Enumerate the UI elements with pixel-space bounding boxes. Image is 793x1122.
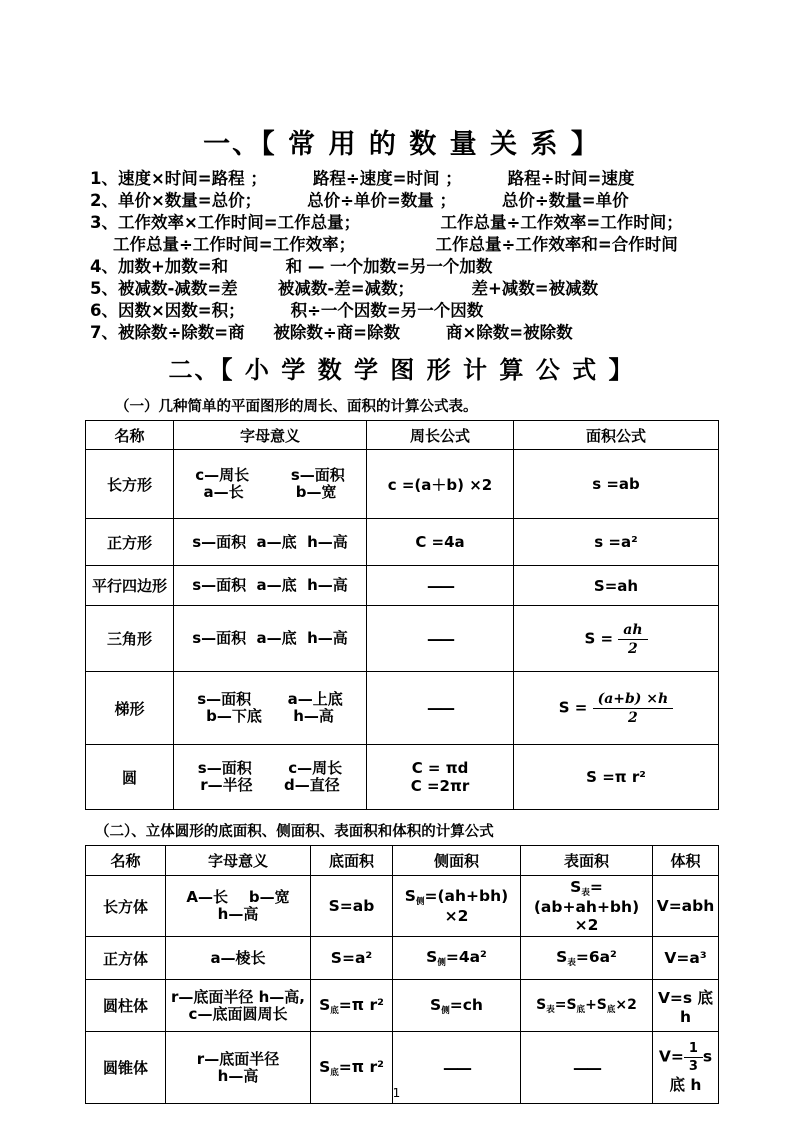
cell-area-formula — [514, 606, 719, 672]
table1-row-trapezoid — [86, 672, 719, 745]
formula-subscript: 侧 — [437, 958, 446, 968]
page-number: 1 — [392, 1086, 401, 1100]
table1-header-meaning: 字母意义 — [174, 421, 367, 450]
meaning-line: s—面积 a—底 h—高 — [192, 532, 348, 551]
meaning-line: c—底面圆周长 — [188, 1004, 288, 1023]
table2-header-surface-area: 表面积 — [521, 846, 653, 876]
meaning-line: a—棱长 — [210, 948, 266, 967]
formula-subscript: 表 — [567, 958, 576, 968]
meaning-line: h—高 — [217, 1066, 259, 1085]
section1-title: 一、【 常 用 的 数 量 关 系 】 — [203, 129, 600, 160]
table2-header-base-area: 底面积 — [311, 846, 393, 876]
plane-figures-table — [85, 420, 719, 810]
table2-header-lateral-area: 侧面积 — [393, 846, 521, 876]
formula-symbol: S — [556, 948, 568, 966]
table1-row-square — [86, 519, 719, 566]
meaning-line: r—底面半径 h—高, — [171, 987, 305, 1006]
cell-perimeter-formula: C =4a — [367, 519, 514, 566]
cell-name: 梯形 — [86, 672, 174, 745]
surface-formula-line1 — [524, 878, 649, 916]
cell-base-area — [311, 980, 393, 1032]
table2-header-volume: 体积 — [653, 846, 719, 876]
formula-symbol: S — [319, 995, 331, 1014]
formula-line-2: 2、单价×数量=总价； 总价÷单价=数量 ； 总价÷数量=单价 — [90, 191, 629, 210]
meaning-line: s—面积 a—底 h—高 — [192, 576, 348, 594]
fraction-numerator: 1 — [684, 1041, 703, 1058]
cell-name: 平行四边形 — [86, 566, 174, 606]
cell-name: 圆 — [86, 745, 174, 810]
formula-subscript: 侧 — [441, 1005, 450, 1016]
formula-rest: =ch — [449, 995, 483, 1014]
cell-area-formula: S=ah — [514, 566, 719, 606]
cell-area-formula: s =a² — [514, 519, 719, 566]
formula-subscript: 表 — [546, 1004, 555, 1015]
formula-symbol: S — [426, 948, 438, 966]
formula-symbol: S — [570, 878, 582, 896]
meaning-line: s—面积 a—上底 — [197, 690, 343, 708]
formula-subscript: 底 — [606, 1004, 616, 1015]
cell-meaning — [166, 876, 311, 937]
area-formula-prefix: S = — [584, 629, 614, 647]
cell-meaning — [174, 672, 367, 745]
table1-header-perimeter: 周长公式 — [367, 421, 514, 450]
formula-line-5: 5、被减数-减数=差 被减数-差=减数； 差+减数=被减数 — [90, 279, 599, 298]
table1-caption: （一）几种简单的平面图形的周长、面积的计算公式表。 — [115, 399, 478, 415]
perimeter-formula-line: C = πd — [411, 759, 469, 777]
cell-surface-area — [521, 980, 653, 1032]
area-formula-fraction — [593, 691, 674, 725]
table2-header-name: 名称 — [86, 846, 166, 876]
table2-header-row — [86, 846, 719, 876]
table1-header-name: 名称 — [86, 421, 174, 450]
meaning-line: r—半径 d—直径 — [200, 776, 340, 794]
cell-name: 长方形 — [86, 450, 174, 519]
cell-meaning — [166, 980, 311, 1032]
cell-surface-area: —— — [521, 1032, 653, 1104]
cell-surface-area — [521, 937, 653, 980]
meaning-line: s—面积 c—周长 — [197, 759, 343, 777]
meaning-line: a—长 b—宽 — [203, 483, 337, 501]
fraction-numerator: ah — [618, 622, 647, 640]
cell-meaning — [174, 566, 367, 606]
formula-line-3: 3、工作效率×工作时间=工作总量； 工作总量÷工作效率=工作时间； — [90, 213, 683, 232]
meaning-line: h—高 — [217, 905, 259, 923]
cell-meaning — [174, 450, 367, 519]
cell-name: 三角形 — [86, 606, 174, 672]
formula-symbol: S — [430, 995, 442, 1014]
cell-name: 长方体 — [86, 876, 166, 937]
cell-name: 圆柱体 — [86, 980, 166, 1032]
formula-rest: =(ab+ah+bh) — [533, 878, 640, 916]
table2-caption: （二）、立体圆形的底面积、侧面积、表面积和体积的计算公式 — [95, 824, 494, 840]
table1-header-row — [86, 421, 719, 450]
formula-rest: =6a² — [575, 948, 617, 966]
cell-volume: V=abh — [653, 876, 719, 937]
cell-name: 正方形 — [86, 519, 174, 566]
table1-header-area: 面积公式 — [514, 421, 719, 450]
meaning-line: b—下底 h—高 — [206, 707, 334, 725]
cell-meaning — [174, 519, 367, 566]
area-formula-prefix: S = — [558, 698, 588, 717]
table2-row-cuboid — [86, 876, 719, 937]
fraction-denominator: 3 — [688, 1058, 698, 1074]
quantity-relations-list — [85, 168, 718, 344]
cell-area-formula — [514, 672, 719, 745]
cell-lateral-area: —— — [393, 1032, 521, 1104]
cell-name: 圆锥体 — [86, 1032, 166, 1104]
cell-surface-area — [521, 876, 653, 937]
formula-subscript: 表 — [581, 888, 590, 898]
cell-meaning — [174, 606, 367, 672]
formula-rest: =π r² — [338, 1057, 384, 1076]
section2-title: 二、【 小 学 数 学 图 形 计 算 公 式 】 — [168, 356, 635, 384]
formula-subscript: 侧 — [415, 897, 425, 907]
cell-lateral-area — [393, 980, 521, 1032]
formula-line-4: 4、加数+加数=和 和 — 一个加数=另一个加数 — [90, 257, 493, 276]
formula-symbol: S — [404, 887, 416, 905]
cell-lateral-area — [393, 876, 521, 937]
volume-suffix: s 底 h — [669, 1047, 713, 1094]
formula-rest: =(ah+bh) ×2 — [424, 887, 509, 925]
cell-perimeter-formula: c =(a＋b) ×2 — [367, 450, 514, 519]
formula-line-3b: 工作总量÷工作时间=工作效率； 工作总量÷工作效率和=合作时间 — [90, 235, 678, 254]
formula-symbol: S — [536, 996, 547, 1013]
table1-row-parallelogram — [86, 566, 719, 606]
meaning-line: s—面积 a—底 h—高 — [192, 629, 348, 647]
volume-prefix: V= — [658, 1047, 684, 1065]
formula-rest: +S — [585, 996, 607, 1013]
formula-rest: =4a² — [445, 948, 487, 966]
cell-perimeter-formula: —— — [367, 606, 514, 672]
cell-area-formula: s =ab — [514, 450, 719, 519]
fraction-denominator: 2 — [628, 640, 638, 657]
formula-rest: =π r² — [338, 995, 384, 1014]
table2-row-cube — [86, 937, 719, 980]
fraction-denominator: 2 — [628, 710, 638, 726]
cell-perimeter-formula — [367, 745, 514, 810]
formula-symbol: S — [319, 1057, 331, 1076]
formula-rest: =S — [554, 996, 577, 1013]
table1-row-circle — [86, 745, 719, 810]
table2-header-meaning: 字母意义 — [166, 846, 311, 876]
cell-area-formula: S =π r² — [514, 745, 719, 810]
formula-subscript: 底 — [330, 1005, 339, 1016]
table1-row-rectangle — [86, 450, 719, 519]
cell-meaning — [166, 937, 311, 980]
formula-rest: ×2 — [615, 996, 637, 1013]
cell-volume: V=s 底 h — [653, 980, 719, 1032]
formula-line-7: 7、被除数÷除数=商 被除数÷商=除数 商×除数=被除数 — [90, 323, 573, 342]
volume-fraction — [684, 1041, 703, 1073]
cell-lateral-area — [393, 937, 521, 980]
meaning-line: c—周长 s—面积 — [195, 466, 345, 484]
perimeter-formula-line: C =2πr — [410, 777, 470, 795]
cell-volume: V=a³ — [653, 937, 719, 980]
formula-line-6: 6、因数×因数=积； 积÷一个因数=另一个因数 — [90, 301, 484, 320]
solid-figures-table — [85, 845, 719, 1104]
area-formula-fraction — [618, 622, 647, 656]
table2-row-cylinder — [86, 980, 719, 1032]
formula-line-1: 1、速度×时间=路程 ； 路程÷速度=时间 ； 路程÷时间=速度 — [90, 169, 635, 188]
cell-name: 正方体 — [86, 937, 166, 980]
formula-subscript: 底 — [330, 1067, 339, 1078]
formula-subscript: 底 — [576, 1004, 586, 1015]
table1-row-triangle — [86, 606, 719, 672]
surface-formula-line2: ×2 — [574, 916, 599, 934]
cell-perimeter-formula: —— — [367, 566, 514, 606]
fraction-numerator: (a+b) ×h — [593, 691, 674, 709]
cell-meaning — [174, 745, 367, 810]
meaning-line: r—底面半径 — [196, 1049, 280, 1068]
meaning-line: A—长 b—宽 — [186, 888, 290, 906]
cell-perimeter-formula: —— — [367, 672, 514, 745]
cell-base-area: S=a² — [311, 937, 393, 980]
cell-base-area: S=ab — [311, 876, 393, 937]
